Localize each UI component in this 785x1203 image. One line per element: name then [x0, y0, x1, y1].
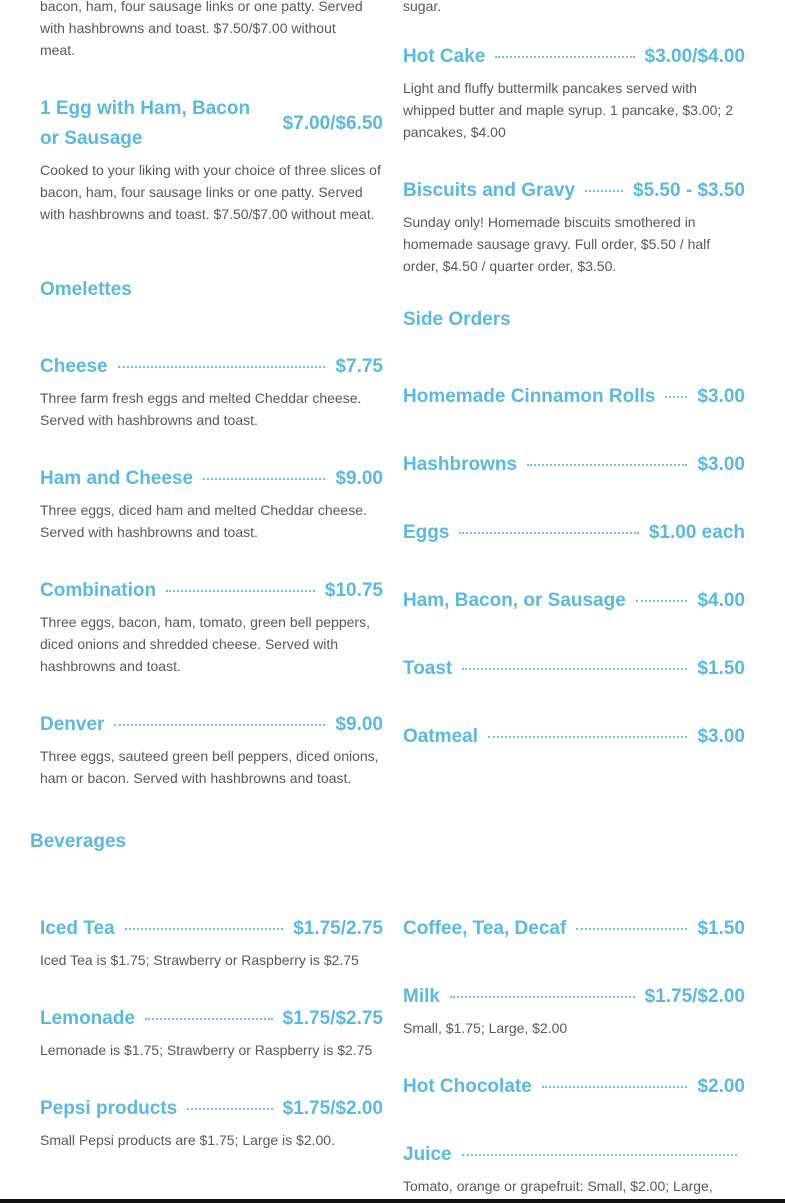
menu-item [403, 450, 745, 480]
dotted-leader [114, 724, 325, 726]
item-name: Pepsi products [40, 1098, 178, 1119]
item-description: Tomato, orange or grapefruit: Small, $2.00; Large, [403, 1178, 713, 1194]
menu-item [403, 982, 745, 1039]
item-price: $1.75/$2.00 [282, 1098, 383, 1119]
item-price: $7.75 [335, 356, 383, 377]
menu-item [40, 464, 383, 543]
item-price: $2.00 [697, 1076, 745, 1097]
menu-item [403, 382, 745, 412]
item-price: $5.50 - $3.50 [633, 180, 745, 201]
dotted-leader [125, 928, 284, 930]
dotted-leader [166, 590, 315, 592]
item-name: Ham and Cheese [40, 468, 194, 489]
partial-description-right: sugar. [403, 0, 442, 14]
page-bottom-edge [0, 1199, 785, 1203]
item-name: Hot Cake [403, 46, 486, 67]
partial-description-left: bacon, ham, four sausage links or one patty. Served with hashbrowns and toast. $7.50/$7.00 without meat. [40, 0, 363, 58]
menu-item [40, 1094, 383, 1151]
item-price: $1.50 [697, 658, 745, 679]
section-title-omelettes: Omelettes [40, 279, 132, 300]
section-title-side-orders: Side Orders [403, 309, 511, 330]
item-description: Lemonade is $1.75; Strawberry or Raspberry is $2.75 [40, 1042, 373, 1058]
menu-item-biscuits-gravy [403, 176, 745, 277]
item-name: Cheese [40, 356, 108, 377]
dotted-leader [145, 1018, 273, 1020]
menu-item [40, 710, 383, 789]
menu-item-hot-cake [403, 42, 745, 143]
item-price: $3.00 [697, 726, 745, 747]
item-description: Cooked to your liking with your choice of three slices of bacon, ham, four sausage links or one patty. Served with hashbrowns and toast. $7.50/$7.00 without meat. [40, 162, 381, 222]
item-price: $4.00 [697, 590, 745, 611]
menu-item [403, 914, 745, 944]
dotted-leader [118, 366, 326, 368]
item-name: Milk [403, 986, 440, 1007]
dotted-leader [527, 464, 687, 466]
dotted-leader [576, 928, 687, 930]
dotted-leader [542, 1086, 688, 1088]
item-name: Iced Tea [40, 918, 115, 939]
menu-item [403, 1140, 737, 1197]
item-name: 1 Egg with Ham, Bacon or Sausage [40, 98, 251, 149]
item-price: $9.00 [335, 468, 383, 489]
menu-item [403, 518, 745, 548]
item-price: $9.00 [335, 714, 383, 735]
dotted-leader [495, 56, 634, 58]
item-name: Combination [40, 580, 157, 601]
item-name: Coffee, Tea, Decaf [403, 918, 567, 939]
item-description: Sunday only! Homemade biscuits smothered in homemade sausage gravy. Full order, $5.50 / half order, $4.50 / quarter order, $3.50. [403, 214, 711, 274]
item-price: $1.50 [697, 918, 745, 939]
menu-item [40, 914, 383, 971]
item-name: Toast [403, 658, 453, 679]
item-name: Hashbrowns [403, 454, 518, 475]
menu-item [40, 576, 383, 677]
item-price: $7.00/$6.50 [282, 113, 383, 134]
item-description: Light and fluffy buttermilk pancakes served with whipped butter and maple syrup. 1 pancake, $3.00; 2 pancakes, $4.00 [403, 80, 733, 140]
menu-item [403, 1072, 745, 1102]
dotted-leader [187, 1108, 272, 1110]
dotted-leader [450, 996, 635, 998]
dotted-leader [488, 736, 687, 738]
menu-item [40, 1004, 383, 1061]
item-price: $3.00 [697, 386, 745, 407]
item-price: $3.00/$4.00 [644, 46, 745, 67]
item-description: Small Pepsi products are $1.75; Large is $2.00. [40, 1132, 335, 1148]
section-title-beverages: Beverages [30, 831, 127, 852]
item-name: Biscuits and Gravy [403, 180, 576, 201]
item-price: $1.75/2.75 [293, 918, 383, 939]
menu-item [40, 352, 383, 431]
dotted-leader [462, 1154, 737, 1156]
item-name: Lemonade [40, 1008, 136, 1029]
item-name: Oatmeal [403, 726, 478, 747]
item-name: Juice [403, 1144, 452, 1165]
dotted-leader [636, 600, 688, 602]
dotted-leader [203, 478, 325, 480]
menu-item [403, 586, 745, 616]
item-name: Hot Chocolate [403, 1076, 532, 1097]
item-description: Three eggs, bacon, ham, tomato, green bell peppers, diced onions and shredded cheese. Served with hashbrowns and toast. [40, 614, 370, 674]
dotted-leader [462, 668, 687, 670]
dotted-leader [459, 532, 638, 534]
item-name: Eggs [403, 522, 450, 543]
item-price: $1.75/$2.75 [282, 1008, 383, 1029]
item-name: Ham, Bacon, or Sausage [403, 590, 626, 611]
menu-item-egg-ham [40, 94, 383, 225]
item-description: Three eggs, diced ham and melted Cheddar cheese. Served with hashbrowns and toast. [40, 502, 367, 540]
menu-item [403, 654, 745, 684]
menu-item [403, 722, 745, 752]
item-description: Three eggs, sauteed green bell peppers, diced onions, ham or bacon. Served with hashbrowns and toast. [40, 748, 379, 786]
item-description: Iced Tea is $1.75; Strawberry or Raspberry is $2.75 [40, 952, 359, 968]
item-description: Small, $1.75; Large, $2.00 [403, 1020, 568, 1036]
item-name: Homemade Cinnamon Rolls [403, 386, 656, 407]
dotted-leader [665, 396, 687, 398]
item-description: Three farm fresh eggs and melted Cheddar cheese. Served with hashbrowns and toast. [40, 390, 362, 428]
item-name: Denver [40, 714, 105, 735]
item-price: $10.75 [324, 580, 383, 601]
item-price: $1.75/$2.00 [644, 986, 745, 1007]
item-price: $3.00 [697, 454, 745, 475]
item-price: $1.00 each [648, 522, 745, 543]
dotted-leader [585, 190, 623, 192]
